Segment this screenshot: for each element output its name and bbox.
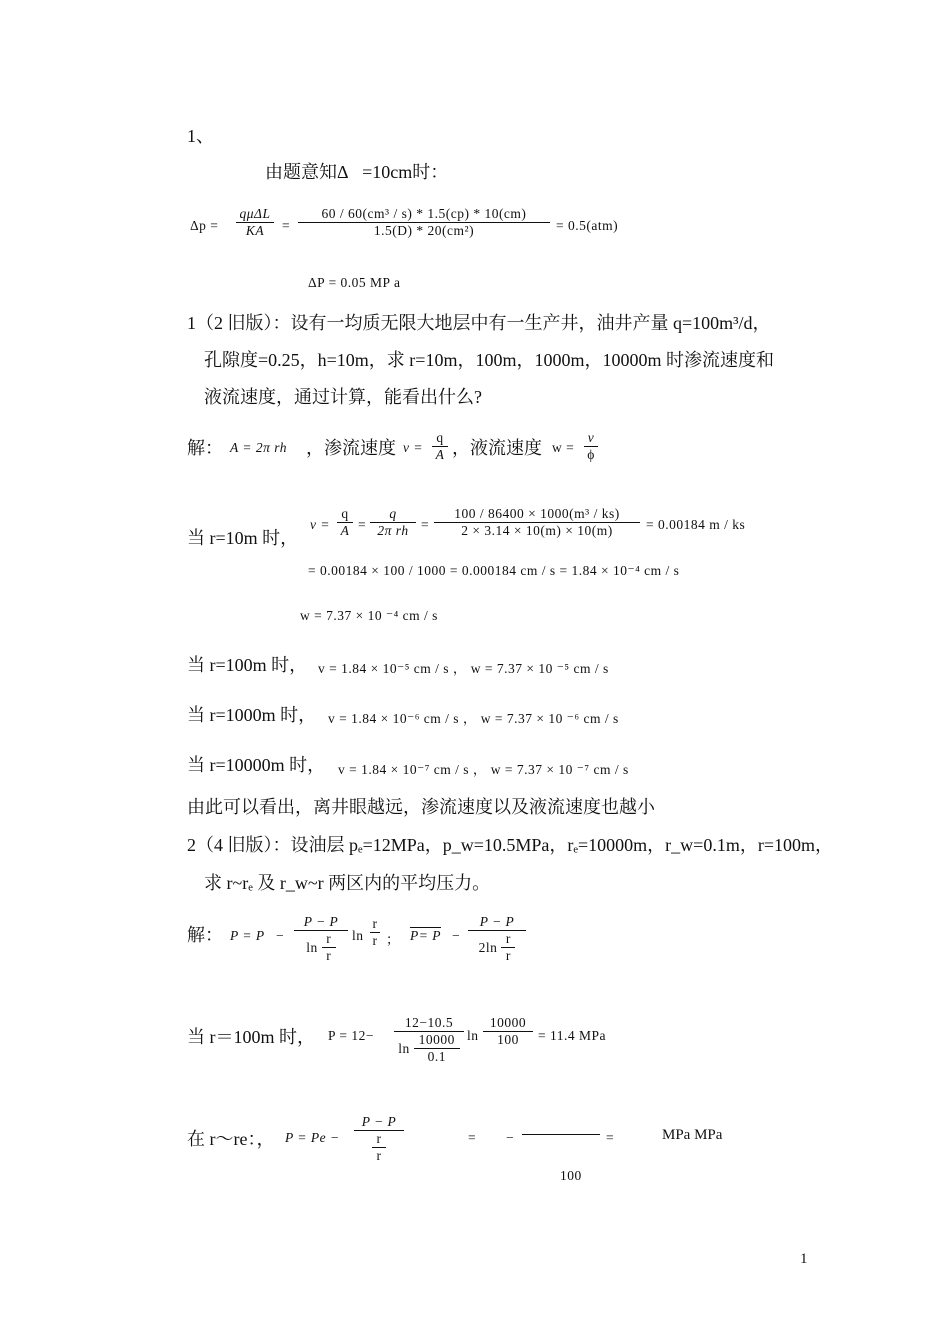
case-values: v = 1.84 × 10⁻⁶ cm / s ， w = 7.37 × 10 ⁻⁶ cm / s [328, 711, 619, 726]
equals: = [606, 1130, 615, 1145]
fraction-bar [522, 1134, 600, 1135]
numerator: q [436, 430, 444, 445]
fraction [432, 430, 448, 463]
equals: = [468, 1130, 477, 1145]
minus: − [276, 928, 285, 943]
numerator: 60 / 60(cm³ / s) * 1.5(cp) * 10(cm) [321, 206, 527, 221]
denominator [479, 931, 516, 964]
case-label: 当 r=1000m 时， [187, 705, 317, 725]
case-label: 当 r=10000m 时， [187, 755, 326, 775]
result: = 0.00184 m / ks [646, 517, 746, 532]
result: = 0.5(atm) [556, 218, 619, 233]
numerator: 12−10.5 [404, 1015, 454, 1030]
zone-label: 在 r～re：， [187, 1129, 275, 1149]
case-label: 当 r=10m 时， [187, 528, 299, 548]
numerator: qμΔL [239, 206, 271, 221]
fraction [584, 430, 598, 463]
denominator: 1.5(D) * 20(cm²) [373, 223, 475, 238]
denominator [306, 931, 336, 964]
fraction [394, 1015, 464, 1065]
v-eq: v = [310, 517, 330, 532]
eq-left: Δp = [190, 218, 219, 233]
area-formula: A = 2π rh [230, 440, 288, 455]
equals: = [282, 218, 291, 233]
equals: = [421, 517, 430, 532]
problem-line: 1（2 旧版）：设有一均质无限大地层中有一生产井，油井产量 q=100m³/d， [187, 313, 771, 333]
ln-text: 2ln [478, 939, 498, 955]
minus: − [452, 928, 461, 943]
denominator [372, 1131, 386, 1164]
denominator: r [372, 933, 378, 948]
numerator: v [587, 430, 595, 445]
denominator: 100 [497, 1032, 519, 1047]
minus: − [506, 1130, 515, 1145]
denominator: A [340, 523, 350, 538]
fraction [483, 1015, 533, 1048]
result: = 11.4 MPa [538, 1028, 606, 1043]
problem-line: 求 r~rₑ 及 r_w~r 两区内的平均压力。 [204, 873, 491, 893]
fraction [370, 506, 416, 539]
numerator: q [341, 506, 349, 521]
denominator: 0.1 [427, 1049, 446, 1064]
avg-formula-left: P= P [410, 928, 441, 943]
problem-line: 液流速度，通过计算，能看出什么? [204, 387, 482, 407]
numerator: r [372, 916, 378, 931]
ln-text: ln [467, 1028, 479, 1043]
ln-text: ln [398, 1040, 410, 1056]
denominator: ϕ [587, 447, 595, 462]
page-number: 1 [800, 1251, 808, 1267]
case-values: v = 1.84 × 10⁻⁵ cm / s ， w = 7.37 × 10 ⁻⁵ cm / s [318, 661, 609, 676]
separator: ； [386, 932, 400, 947]
solution-label: 解： [187, 438, 223, 458]
w-result: w = 7.37 × 10 ⁻⁴ cm / s [300, 608, 438, 623]
numerator: 10000 [489, 1015, 527, 1030]
numerator: 100 / 86400 × 1000(m³ / ks) [454, 506, 620, 521]
denominator: A [435, 447, 445, 462]
text: ，液流速度 [452, 438, 542, 458]
problem-line: 孔隙度=0.25，h=10m，求 r=10m，100m，1000m，10000m 时渗流速度和 [204, 350, 774, 370]
fraction [434, 506, 640, 539]
fraction [468, 914, 526, 964]
formula-left: P = P [230, 928, 265, 943]
text: ，渗流速度 [306, 438, 396, 458]
numerator: r [505, 931, 511, 946]
inner-fraction [322, 931, 336, 964]
case-values: v = 1.84 × 10⁻⁷ cm / s ， w = 7.37 × 10 ⁻⁷ cm / s [338, 762, 629, 777]
numerator: r [326, 931, 332, 946]
numerator: 10000 [418, 1032, 455, 1047]
given-text: 由题意知Δ =10cm时： [265, 162, 449, 182]
case-label: 当 r=100m 时， [187, 655, 308, 675]
numerator: P − P [361, 1114, 397, 1129]
case-label: 当 r＝100m 时， [187, 1027, 315, 1047]
inner-fraction [501, 931, 515, 964]
fraction [337, 506, 353, 539]
denominator: 2 × 3.14 × 10(m) × 10(m) [461, 523, 613, 538]
denominator: 100 [560, 1168, 582, 1183]
numerator: r [376, 1131, 382, 1146]
formula-left: P = 12− [328, 1028, 374, 1043]
fraction [236, 206, 274, 239]
v-eq: v = [403, 440, 423, 455]
denominator: r [326, 948, 332, 963]
fraction [370, 916, 380, 949]
numerator: P − P [479, 914, 515, 929]
denominator [398, 1032, 460, 1065]
denominator: KA [245, 223, 265, 238]
formula-left: P = Pe − [285, 1130, 340, 1145]
denominator: r [376, 1148, 382, 1163]
denominator: r [505, 948, 511, 963]
problem-line: 2（4 旧版）：设油层 pₑ=12MPa，p_w=10.5MPa，rₑ=10000m，r_w=0.1m，r=100m， [187, 835, 833, 855]
unit-text: MPa MPa [662, 1127, 723, 1143]
calc-line: = 0.00184 × 100 / 1000 = 0.000184 cm / s = 1.84 × 10⁻⁴ cm / s [308, 563, 680, 578]
inner-fraction [414, 1032, 460, 1065]
conclusion: 由此可以看出，离井眼越远，渗流速度以及液流速度也越小 [187, 797, 655, 817]
equals: = [358, 517, 367, 532]
problem-label: 1、 [187, 126, 214, 146]
denominator: 2π rh [377, 523, 409, 538]
pressure-result: ΔP = 0.05 MP a [308, 275, 401, 290]
solution-label: 解： [187, 925, 223, 945]
fraction [354, 1114, 404, 1164]
ln-text: ln [306, 939, 318, 955]
fraction [294, 914, 348, 964]
ln-text: ln [352, 928, 364, 943]
numerator: P − P [303, 914, 339, 929]
w-eq: w = [552, 440, 575, 455]
numerator: q [389, 506, 397, 521]
fraction [298, 206, 550, 239]
